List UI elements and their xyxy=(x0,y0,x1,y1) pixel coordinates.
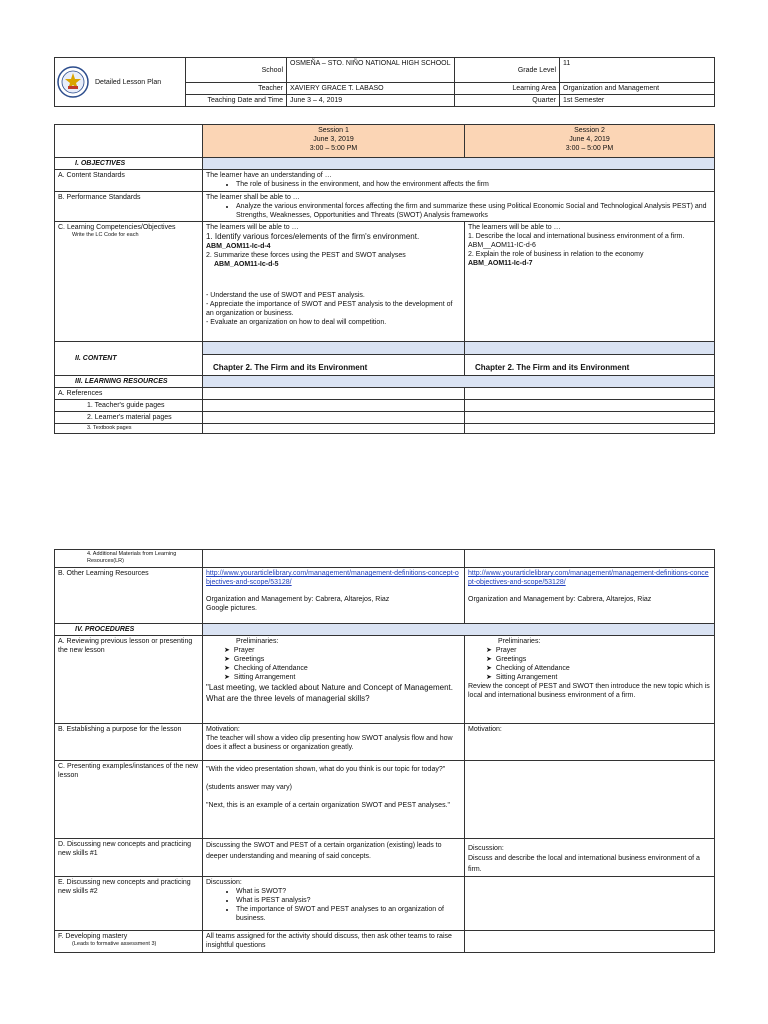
other-resources-session-1: http://www.yourarticlelibrary.com/management/management-definitions-concept-objectives-and-scope/53128/ Organization and Management by: Cabrera, Altarejos, Riaz Google pictures. xyxy=(203,568,465,624)
content-heading: II. CONTENT xyxy=(55,342,203,376)
additional-materials-label: 4. Additional Materials from Learning Resources(LR) xyxy=(55,550,203,568)
teacher-value: XAVIERY GRACE T. LABASO xyxy=(287,83,455,95)
reviewing-session-1: Preliminaries: ➤ Prayer ➤ Greetings ➤ Checking of Attendance ➤ Sitting Arrangement "Last meeting, we tackled about Nature and Concept of Management. What are the three levels of managerial skills? xyxy=(203,636,465,724)
header-logo-cell xyxy=(55,58,186,107)
concepts-2-session-1: Discussion: • What is SWOT? • What is PEST analysis? • The importance of SWOT and PEST analyses to an organization of business. xyxy=(203,877,465,931)
school-value: OSMEÑA – STO. NIÑO NATIONAL HIGH SCHOOL xyxy=(287,58,455,83)
doc-title: Detailed Lesson Plan xyxy=(95,78,162,86)
resource-link-2[interactable]: http://www.yourarticlelibrary.com/management/management-definitions-concept-objectives-and-scope/53128/ xyxy=(468,570,709,586)
session-1-header: Session 1 June 3, 2019 3:00 – 5:00 PM xyxy=(203,125,465,158)
date-time-value: June 3 – 4, 2019 xyxy=(287,95,455,107)
references-label: A. References xyxy=(55,388,203,400)
session-2-header: Session 2 June 4, 2019 3:00 – 5:00 PM xyxy=(465,125,715,158)
concepts-1-session-2: Discussion: Discuss and describe the local and international business environment of a firm. xyxy=(465,839,715,877)
competencies-session-2: The learners will be able to … 1. Describe the local and international business environment of a firm. ABM__AOM11-IC-d-6 2. Explain the role of business in relation to the economy ABM_AOM11-Ic-d-7 xyxy=(465,222,715,342)
content-session-2: Chapter 2. The Firm and its Environment xyxy=(465,342,715,376)
grade-level-value: 11 xyxy=(560,58,715,83)
resource-link-1[interactable]: http://www.yourarticlelibrary.com/management/management-definitions-concept-objectives-and-scope/53128/ xyxy=(206,570,459,586)
other-resources-session-2: http://www.yourarticlelibrary.com/management/management-definitions-concept-objectives-and-scope/53128/ Organization and Management by: Cabrera, Altarejos, Riaz xyxy=(465,568,715,624)
developing-mastery-label: F. Developing mastery (Leads to formative assessment 3) xyxy=(55,931,203,953)
textbook-pages-label: 3. Textbook pages xyxy=(55,424,203,434)
content-standards-cell: The learner have an understanding of … • The role of business in the environment, and how the environment affects the firm xyxy=(203,170,715,192)
learners-material-label: 2. Learner's material pages xyxy=(55,412,203,424)
discussing-concepts-1-label: D. Discussing new concepts and practicing new skills #1 xyxy=(55,839,203,877)
procedures-heading: IV. PROCEDURES xyxy=(55,624,203,636)
presenting-examples-label: C. Presenting examples/instances of the new lesson xyxy=(55,761,203,839)
teachers-guide-label: 1. Teacher's guide pages xyxy=(55,400,203,412)
discussing-concepts-2-label: E. Discussing new concepts and practicing new skills #2 xyxy=(55,877,203,931)
lesson-table-2 xyxy=(54,549,715,953)
competencies-session-1: The learners will be able to … 1. Identify various forces/elements of the firm's environment. ABM_AOM11-Ic-d-4 2. Summarize these forces using the PEST and SWOT analyses ABM_AOM11-Ic-d-5 - Understand the use of SWOT and PEST analysis. - Appreciate the importance of SWOT and PEST analysis to the development of an organization or business. - Evaluate an organization on how to deal will competition. xyxy=(203,222,465,342)
date-time-label: Teaching Date and Time xyxy=(186,95,287,107)
grade-level-label: Grade Level xyxy=(455,58,560,83)
quarter-label: Quarter xyxy=(455,95,560,107)
other-resources-label: B. Other Learning Resources xyxy=(55,568,203,624)
school-label: School xyxy=(186,58,287,83)
purpose-session-2: Motivation: xyxy=(465,724,715,761)
lesson-table-1 xyxy=(54,124,715,434)
reviewing-session-2: Preliminaries: ➤ Prayer ➤ Greetings ➤ Checking of Attendance ➤ Sitting Arrangement Review the concept of PEST and SWOT then introduce the new topic which is local and international business environment of a firm. xyxy=(465,636,715,724)
establishing-purpose-label: B. Establishing a purpose for the lesson xyxy=(55,724,203,761)
mastery-session-1: All teams assigned for the activity should discuss, then ask other teams to raise insightful questions xyxy=(203,931,465,953)
competencies-label: C. Learning Competencies/Objectives Write the LC Code for each xyxy=(55,222,203,342)
deped-seal-icon xyxy=(57,66,89,98)
content-session-1: Chapter 2. The Firm and its Environment xyxy=(203,342,465,376)
reviewing-lesson-label: A. Reviewing previous lesson or presenting the new lesson xyxy=(55,636,203,724)
learning-area-value: Organization and Management xyxy=(560,83,715,95)
concepts-1-session-1: Discussing the SWOT and PEST of a certain organization (existing) leads to deeper understanding and meaning of said concepts. xyxy=(203,839,465,877)
examples-session-1: "With the video presentation shown, what do you think is our topic for today?" (students answer may vary) "Next, this is an example of a certain organization SWOT and PEST analyses." xyxy=(203,761,465,839)
performance-standards-label: B. Performance Standards xyxy=(55,192,203,222)
teacher-label: Teacher xyxy=(186,83,287,95)
purpose-session-1: Motivation: The teacher will show a video clip presenting how SWOT analysis flow and how does it affect a business or organization greatly. xyxy=(203,724,465,761)
header-table xyxy=(54,57,715,107)
objectives-heading: I. OBJECTIVES xyxy=(55,158,203,170)
content-standards-label: A. Content Standards xyxy=(55,170,203,192)
learning-resources-heading: III. LEARNING RESOURCES xyxy=(55,376,203,388)
quarter-value: 1st Semester xyxy=(560,95,715,107)
performance-standards-cell: The learner shall be able to … • Analyze the various environmental forces affecting the firm and summarize these using Political Economic Social and Technological Analysis PEST) and Strengths, Weaknesses, Opportunities and Threats (SWOT) Analysis frameworks xyxy=(203,192,715,222)
learning-area-label: Learning Area xyxy=(455,83,560,95)
